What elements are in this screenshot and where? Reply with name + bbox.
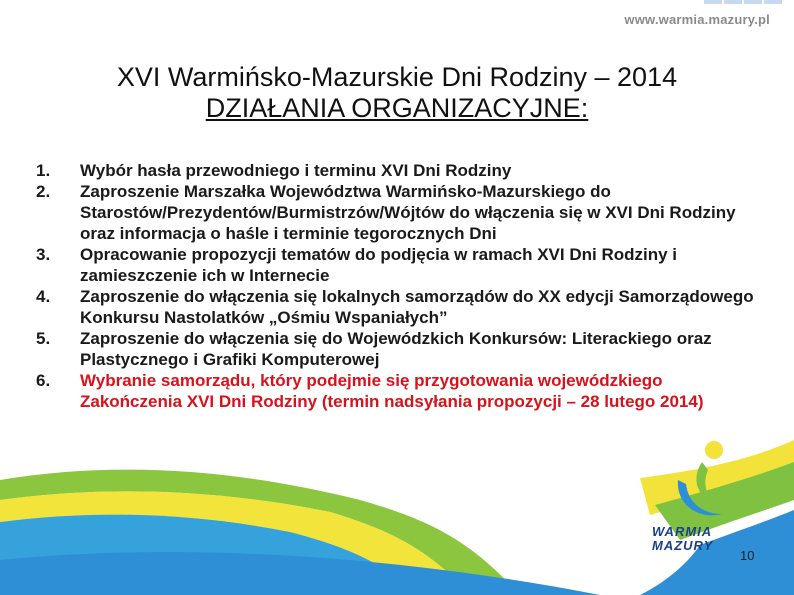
list-item: [36, 244, 756, 286]
list-item: [36, 160, 756, 181]
title-line1: XVI Warmińsko-Mazurskie Dni Rodziny – 2014: [116, 62, 678, 92]
action-list: [36, 160, 756, 412]
blue-wave-bottom: [0, 552, 600, 595]
item-text: Zaproszenie do włączenia się do Wojewódzkich Konkursów: Literackiego oraz Plastycznego i Grafiki Komputerowej: [80, 329, 712, 369]
logo-line1: WARMIA: [652, 524, 713, 539]
logo-swirl-icon: [672, 440, 728, 526]
list-item: [36, 328, 756, 370]
item-text: Opracowanie propozycji tematów do podjęcia w ramach XVI Dni Rodziny i zamieszczenie ich w Internecie: [80, 245, 678, 285]
item-text: Zaproszenie do włączenia się lokalnych samorządów do XX edycji Samorządowego Konkursu Nastolatków „Ośmiu Wspaniałych”: [80, 287, 754, 327]
slide-title: [0, 62, 794, 124]
list-item-highlighted: [36, 370, 756, 412]
logo-wordmark: [652, 525, 713, 553]
item-number: 5.: [36, 329, 51, 348]
logo-line2: MAZURY: [652, 538, 714, 553]
page-number: 10: [740, 548, 755, 563]
item-text: Wybór hasła przewodniego i terminu XVI Dni Rodziny: [80, 161, 512, 180]
list-item: [36, 286, 756, 328]
item-number: 1.: [36, 161, 51, 180]
title-line2: DZIAŁANIA ORGANIZACYJNE:: [205, 93, 589, 123]
item-number: 4.: [36, 287, 51, 306]
item-text: Zaproszenie Marszałka Województwa Warmińsko-Mazurskiego do Starostów/Prezydentów/Burmistrzów/Wójtów do włączenia się w XVI Dni Rodziny oraz informacja o haśle i terminie tegorocznych Dni: [80, 182, 736, 243]
item-number: 6.: [36, 371, 51, 390]
item-text: Wybranie samorządu, który podejmie się przygotowania wojewódzkiego Zakończenia XVI Dni Rodziny (termin nadsyłania propozycji – 28 lutego 2014): [80, 371, 704, 411]
item-number: 2.: [36, 182, 51, 201]
header-url: www.warmia.mazury.pl: [624, 12, 770, 27]
list-item: [36, 181, 756, 244]
item-number: 3.: [36, 245, 51, 264]
